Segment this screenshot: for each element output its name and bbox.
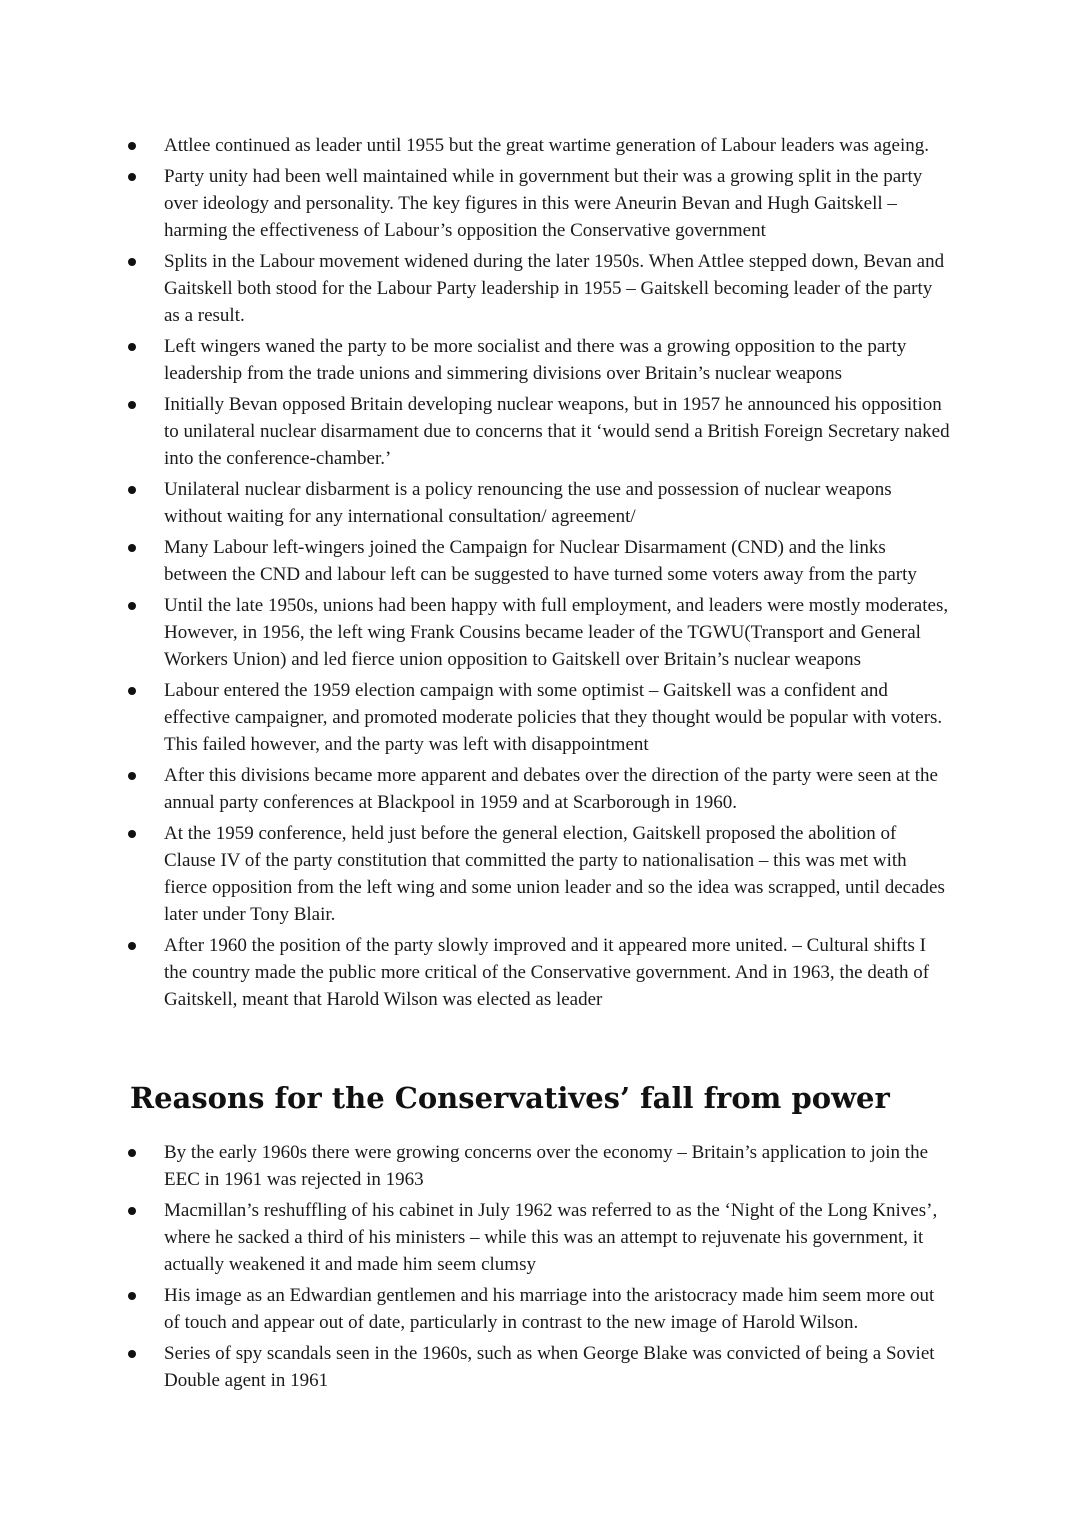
list-item-text: Attlee continued as leader until 1955 but the great wartime generation of Labour leaders was ageing. (164, 135, 930, 156)
list-item (128, 1197, 952, 1278)
list-item-text: After this divisions became more apparent and debates over the direction of the party were seen at the annual party conferences at Blackpool in 1959 and at Scarborough in 1960. (164, 765, 938, 813)
bullet-icon (128, 1149, 136, 1157)
list-item (128, 592, 952, 673)
bullet-icon (128, 544, 136, 552)
list-item (128, 820, 952, 928)
list-item (128, 1282, 952, 1336)
list-item (128, 248, 952, 329)
list-item (128, 132, 952, 159)
bullet-icon (128, 258, 136, 266)
list-item-text: After 1960 the position of the party slowly improved and it appeared more united. – Cultural shifts I the country made the public more critical of the Conservative government. And in 1963, the death of Gaitskell, meant that Harold Wilson was elected as leader (164, 935, 930, 1010)
list-item-text: Party unity had been well maintained while in government but their was a growing split in the party over ideology and personality. The key figures in this were Aneurin Bevan and Hugh Gaitskell – harming the effectiveness of Labour’s opposition the Conservative government (164, 166, 923, 241)
labour-bullet-list (128, 132, 952, 1017)
bullet-icon (128, 486, 136, 494)
list-item (128, 677, 952, 758)
bullet-icon (128, 1292, 136, 1300)
list-item-text: Initially Bevan opposed Britain developing nuclear weapons, but in 1957 he announced his opposition to unilateral nuclear disarmament due to concerns that it ‘would send a British Foreign Secretary naked into the conference-chamber.’ (164, 394, 950, 469)
bullet-icon (128, 942, 136, 950)
list-item (128, 163, 952, 244)
list-item-text: Left wingers waned the party to be more socialist and there was a growing opposition to the party leadership from the trade unions and simmering divisions over Britain’s nuclear weapons (164, 336, 907, 384)
list-item-text: Unilateral nuclear disbarment is a policy renouncing the use and possession of nuclear weapons without waiting for any international consultation/ agreement/ (164, 479, 892, 527)
list-item-text: Series of spy scandals seen in the 1960s, such as when George Blake was convicted of being a Soviet Double agent in 1961 (164, 1343, 935, 1391)
list-item (128, 1340, 952, 1394)
bullet-icon (128, 687, 136, 695)
list-item-text: Many Labour left-wingers joined the Campaign for Nuclear Disarmament (CND) and the links between the CND and labour left can be suggested to have turned some voters away from the party (164, 537, 917, 585)
list-item (128, 1139, 952, 1193)
list-item-text: Splits in the Labour movement widened during the later 1950s. When Attlee stepped down, Bevan and Gaitskell both stood for the Labour Party leadership in 1955 – Gaitskell becoming leader of the party as a result. (164, 251, 945, 326)
bullet-icon (128, 173, 136, 181)
bullet-icon (128, 602, 136, 610)
conservatives-bullet-list (128, 1139, 952, 1398)
list-item (128, 391, 952, 472)
list-item-text: Until the late 1950s, unions had been happy with full employment, and leaders were mostly moderates, However, in 1956, the left wing Frank Cousins became leader of the TGWU(Transport and General Workers Union) and led fierce union opposition to Gaitskell over Britain’s nuclear weapons (164, 595, 949, 670)
list-item (128, 932, 952, 1013)
list-item-text: His image as an Edwardian gentlemen and his marriage into the aristocracy made him seem more out of touch and appear out of date, particularly in contrast to the new image of Harold Wilson. (164, 1285, 935, 1333)
list-item-text: By the early 1960s there were growing concerns over the economy – Britain’s application to join the EEC in 1961 was rejected in 1963 (164, 1142, 929, 1190)
list-item (128, 476, 952, 530)
list-item-text: Labour entered the 1959 election campaign with some optimist – Gaitskell was a confident and effective campaigner, and promoted moderate policies that they thought would be popular with voters. This failed however, and the party was left with disappointment (164, 680, 943, 755)
bullet-icon (128, 401, 136, 409)
list-item-text: Macmillan’s reshuffling of his cabinet in July 1962 was referred to as the ‘Night of the Long Knives’, where he sacked a third of his ministers – while this was an attempt to rejuvenate his government, it actually weakened it and made him seem clumsy (164, 1200, 938, 1275)
list-item (128, 534, 952, 588)
section-heading: Reasons for the Conservatives’ fall from power (130, 1081, 890, 1115)
bullet-icon (128, 830, 136, 838)
list-item-text: At the 1959 conference, held just before the general election, Gaitskell proposed the abolition of Clause IV of the party constitution that committed the party to nationalisation – this was met with fierce opposition from the left wing and some union leader and so the idea was scrapped, until decades later under Tony Blair. (164, 823, 945, 925)
bullet-icon (128, 142, 136, 150)
list-item (128, 762, 952, 816)
bullet-icon (128, 1207, 136, 1215)
bullet-icon (128, 772, 136, 780)
list-item (128, 333, 952, 387)
bullet-icon (128, 1350, 136, 1358)
bullet-icon (128, 343, 136, 351)
